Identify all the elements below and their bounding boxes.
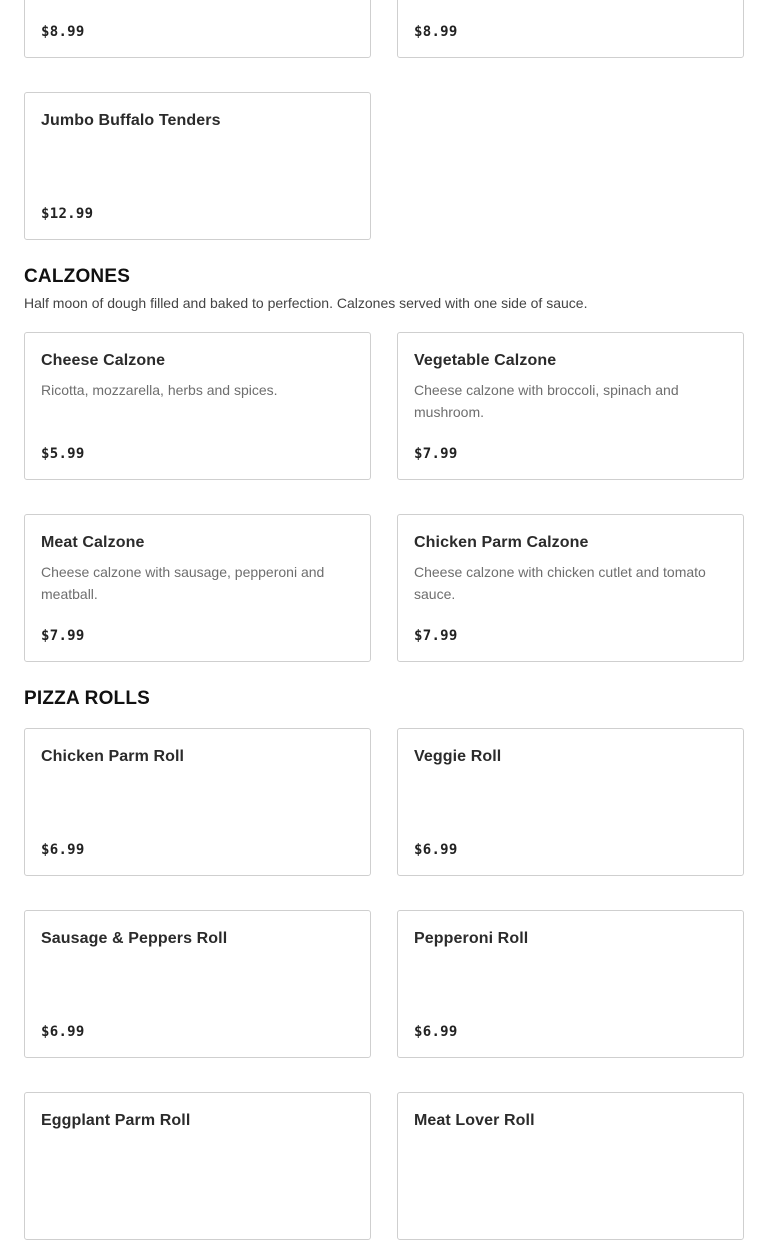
item-name: Eggplant Parm Roll (41, 1112, 191, 1129)
menu-item-card[interactable] (24, 1092, 371, 1240)
menu-item-card[interactable] (24, 728, 371, 876)
menu-item-card[interactable] (24, 332, 371, 480)
item-price: $7.99 (41, 628, 85, 644)
menu-item-card[interactable] (397, 0, 744, 58)
item-name: Sausage & Peppers Roll (41, 930, 228, 947)
item-description: Cheese calzone with broccoli, spinach and mushroom. (414, 382, 679, 420)
item-name: Chicken Parm Roll (41, 748, 185, 765)
item-name: Vegetable Calzone (414, 352, 557, 369)
item-name: Meat Lover Roll (414, 1112, 535, 1129)
item-price: $7.99 (414, 446, 458, 462)
item-name: Meat Calzone (41, 534, 145, 551)
menu-item-card[interactable] (397, 514, 744, 662)
section-title-calzones: CALZONES (24, 266, 131, 287)
item-price: $6.99 (41, 1024, 85, 1040)
item-name: Veggie Roll (414, 748, 502, 765)
item-description: Ricotta, mozzarella, herbs and spices. (41, 382, 278, 398)
menu-item-card[interactable] (24, 514, 371, 662)
menu-item-card[interactable] (24, 92, 371, 240)
menu-item-card[interactable] (397, 910, 744, 1058)
item-name: Pepperoni Roll (414, 930, 529, 947)
menu-item-card[interactable] (24, 910, 371, 1058)
item-name: Jumbo Buffalo Tenders (41, 112, 221, 129)
item-price: $6.99 (414, 842, 458, 858)
menu-item-card[interactable] (397, 332, 744, 480)
item-price: $5.99 (41, 446, 85, 462)
item-name: Cheese Calzone (41, 352, 166, 369)
menu-item-card[interactable] (397, 728, 744, 876)
section-description-calzones: Half moon of dough filled and baked to perfection. Calzones served with one side of sauce. (24, 295, 588, 311)
item-price: $7.99 (414, 628, 458, 644)
item-price: $8.99 (414, 24, 458, 40)
item-price: $6.99 (41, 842, 85, 858)
item-price: $8.99 (41, 24, 85, 40)
item-price: $12.99 (41, 206, 94, 222)
menu-item-card[interactable] (397, 1092, 744, 1240)
menu-item-card[interactable] (24, 0, 371, 58)
item-price: $6.99 (414, 1024, 458, 1040)
item-name: Chicken Parm Calzone (414, 534, 589, 551)
item-description: Cheese calzone with chicken cutlet and tomato sauce. (414, 564, 706, 602)
section-title-pizza-rolls: PIZZA ROLLS (24, 688, 151, 709)
item-description: Cheese calzone with sausage, pepperoni and meatball. (41, 564, 325, 602)
